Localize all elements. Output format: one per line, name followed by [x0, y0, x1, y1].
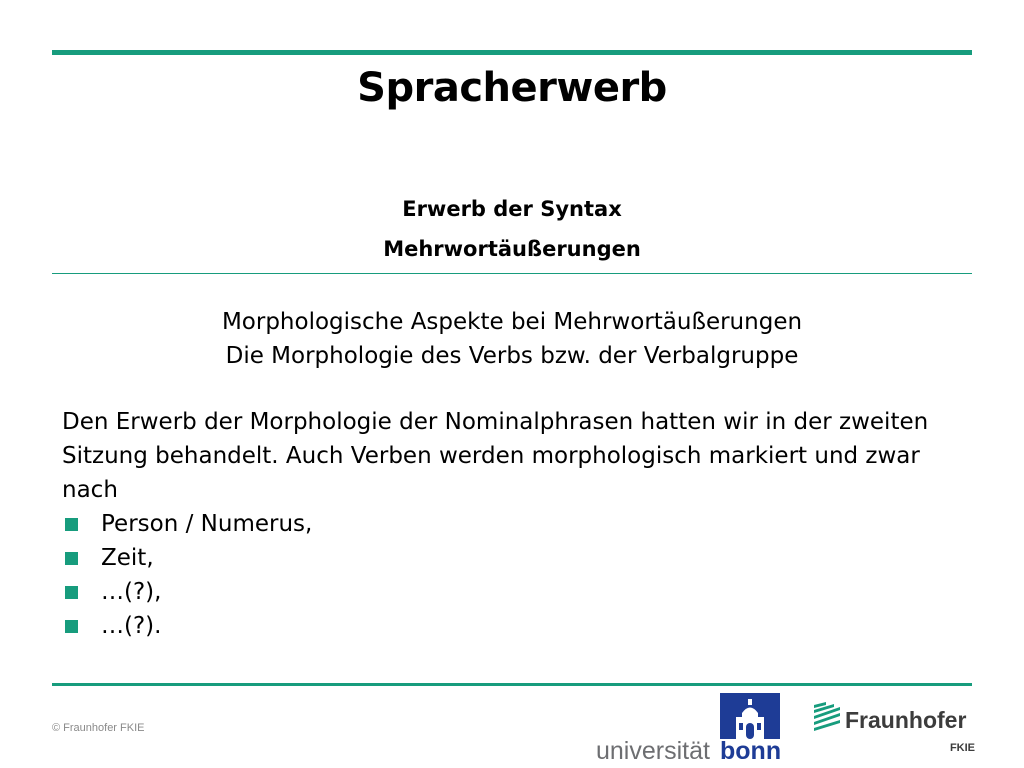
topic-subtitle: Mehrwortäußerungen	[383, 237, 641, 261]
bullet-text: Person / Numerus,	[101, 511, 313, 537]
fraunhofer-unit: FKIE	[949, 742, 975, 754]
copyright-text: © Fraunhofer FKIE	[52, 722, 145, 734]
top-rule	[52, 50, 972, 55]
square-bullet-icon	[65, 518, 78, 531]
slide-title: Spracherwerb	[357, 65, 667, 111]
square-bullet-icon	[65, 586, 78, 599]
section-subtitle: Erwerb der Syntax	[402, 197, 622, 221]
bullet-text: …(?).	[101, 613, 162, 639]
fraunhofer-wordmark: Fraunhofer	[845, 707, 967, 733]
bullet-text: Zeit,	[101, 545, 154, 571]
logo-word-bonn: bonn	[720, 737, 782, 763]
body-paragraph: Den Erwerb der Morphologie der Nominalphrasen hatten wir in der zweiten Sitzung behandelt. Auch Verben werden morphologisch markiert und zwar nach	[62, 409, 929, 503]
logo-word-universitaet: universität	[596, 737, 710, 763]
lead-line-2: Die Morphologie des Verbs bzw. der Verbalgruppe	[225, 343, 799, 369]
square-bullet-icon	[65, 552, 78, 565]
footer-rule	[52, 683, 972, 686]
university-bonn-logo	[596, 693, 786, 763]
header-divider	[52, 273, 972, 274]
bullet-item	[62, 609, 312, 643]
fraunhofer-logo	[812, 700, 977, 755]
lead-line-1: Morphologische Aspekte bei Mehrwortäußerungen	[221, 309, 803, 335]
fraunhofer-mark-icon	[814, 702, 840, 731]
bullet-text: …(?),	[101, 579, 162, 605]
bullet-list	[62, 507, 312, 643]
bullet-item	[62, 507, 312, 541]
bullet-item	[62, 575, 312, 609]
square-bullet-icon	[65, 620, 78, 633]
bullet-item	[62, 541, 312, 575]
